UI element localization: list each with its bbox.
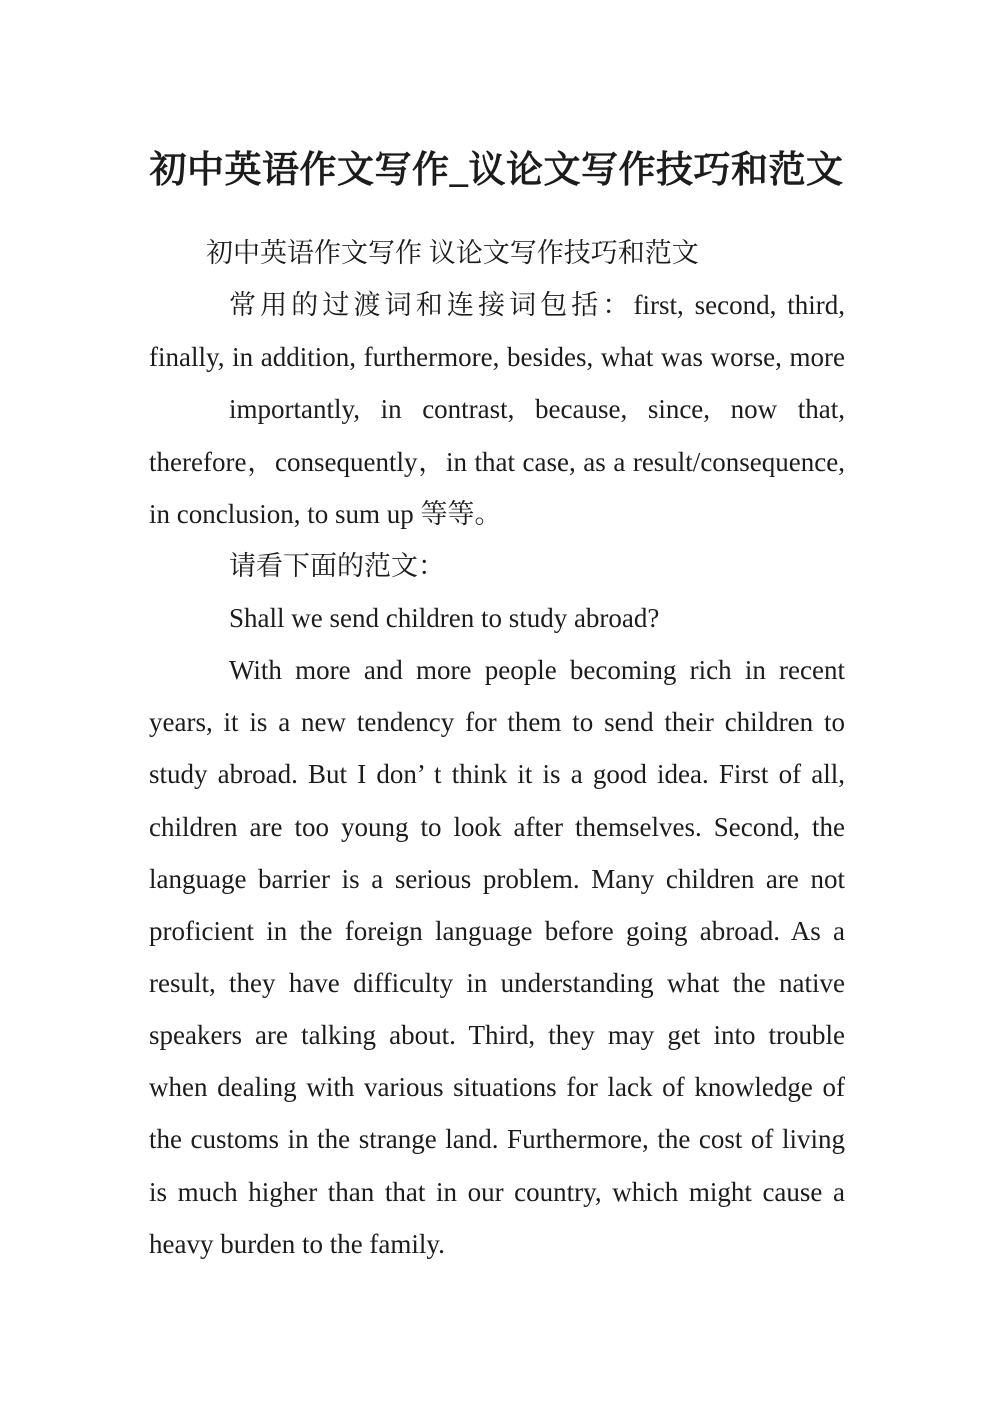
text-line: speakers are talking about. Third, they may get into trouble (149, 1020, 845, 1051)
text-line: is much higher than that in our country, which might cause a (149, 1176, 845, 1207)
document-body (149, 227, 845, 1270)
text-line: years, it is a new tendency for them to send their children to (149, 707, 845, 738)
text-line: language barrier is a serious problem. Many children are not (149, 863, 845, 894)
text-line: children are too young to look after themselves. Second, the (149, 811, 845, 842)
text-line: importantly, in contrast, because, since, now that, (229, 394, 845, 425)
document-title: 初中英语作文写作_议论文写作技巧和范文 (149, 149, 844, 191)
text-line: 请看下面的范文： (229, 550, 445, 581)
text-line: result, they have difficulty in understanding what the native (149, 967, 845, 998)
text-line: With more and more people becoming rich in recent (229, 655, 845, 686)
text-line: Shall we send children to study abroad? (229, 602, 660, 633)
text-line: proficient in the foreign language before going abroad. As a (149, 915, 845, 946)
text-line: finally, in addition, furthermore, besides, what was worse, more (149, 342, 845, 373)
text-line: 初中英语作文写作 议论文写作技巧和范文 (206, 238, 699, 268)
text-line: when dealing with various situations for lack of knowledge of (149, 1072, 845, 1103)
text-line: therefore，consequently，in that case, as a result/consequence, (149, 446, 845, 477)
text-line: the customs in the strange land. Furthermore, the cost of living (149, 1124, 845, 1155)
text-line: heavy burden to the family. (149, 1228, 445, 1259)
text-line: 常用的过渡词和连接词包括：first, second, third, (229, 290, 845, 321)
text-line: study abroad. But I don’ t think it is a good idea. First of all, (149, 759, 845, 790)
text-line: in conclusion, to sum up 等等。 (149, 498, 502, 529)
